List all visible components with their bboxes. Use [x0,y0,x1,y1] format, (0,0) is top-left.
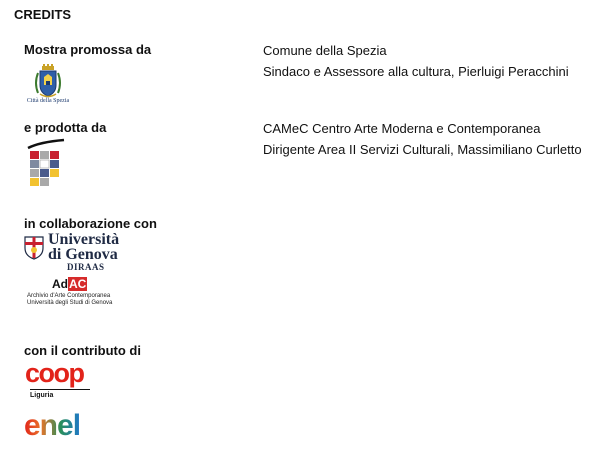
adac-line2: Università degli Studi di Genova [27,300,113,306]
unige-dept: DIRAAS [67,262,105,272]
produced-label: e prodotta da [24,120,107,135]
citta-della-spezia-logo-text: Città della Spezia [26,98,70,104]
adac-line1: Archivio d'Arte Contemporanea [27,293,111,299]
coop-region: Liguria [30,392,54,399]
enel-logo: enel [24,409,81,442]
promoted-name: Comune della Spezia [263,43,387,58]
adac-suffix: AC [69,277,87,291]
unige-name-line2: di Genova [48,246,118,263]
promoted-label: Mostra promossa da [24,42,152,57]
coop-logo: coop [25,358,84,388]
collaboration-label: in collaborazione con [24,216,157,231]
citta-della-spezia-crest-icon [26,63,70,111]
produced-name: CAMeC Centro Arte Moderna e Contemporanea [263,121,541,136]
unige-name-line1: Università [48,231,120,248]
produced-detail: Dirigente Area II Servizi Culturali, Massimiliano Curletto [263,142,582,157]
coop-divider [30,389,90,390]
promoted-detail: Sindaco e Assessore alla cultura, Pierluigi Peracchini [263,64,569,79]
adac-logo [52,277,87,291]
contribution-label: con il contributo di [24,343,141,358]
unige-shield-icon [24,236,44,260]
credits-heading: CREDITS [14,7,72,22]
camec-logo-icon [26,138,66,188]
adac-prefix: Ad [52,277,68,291]
